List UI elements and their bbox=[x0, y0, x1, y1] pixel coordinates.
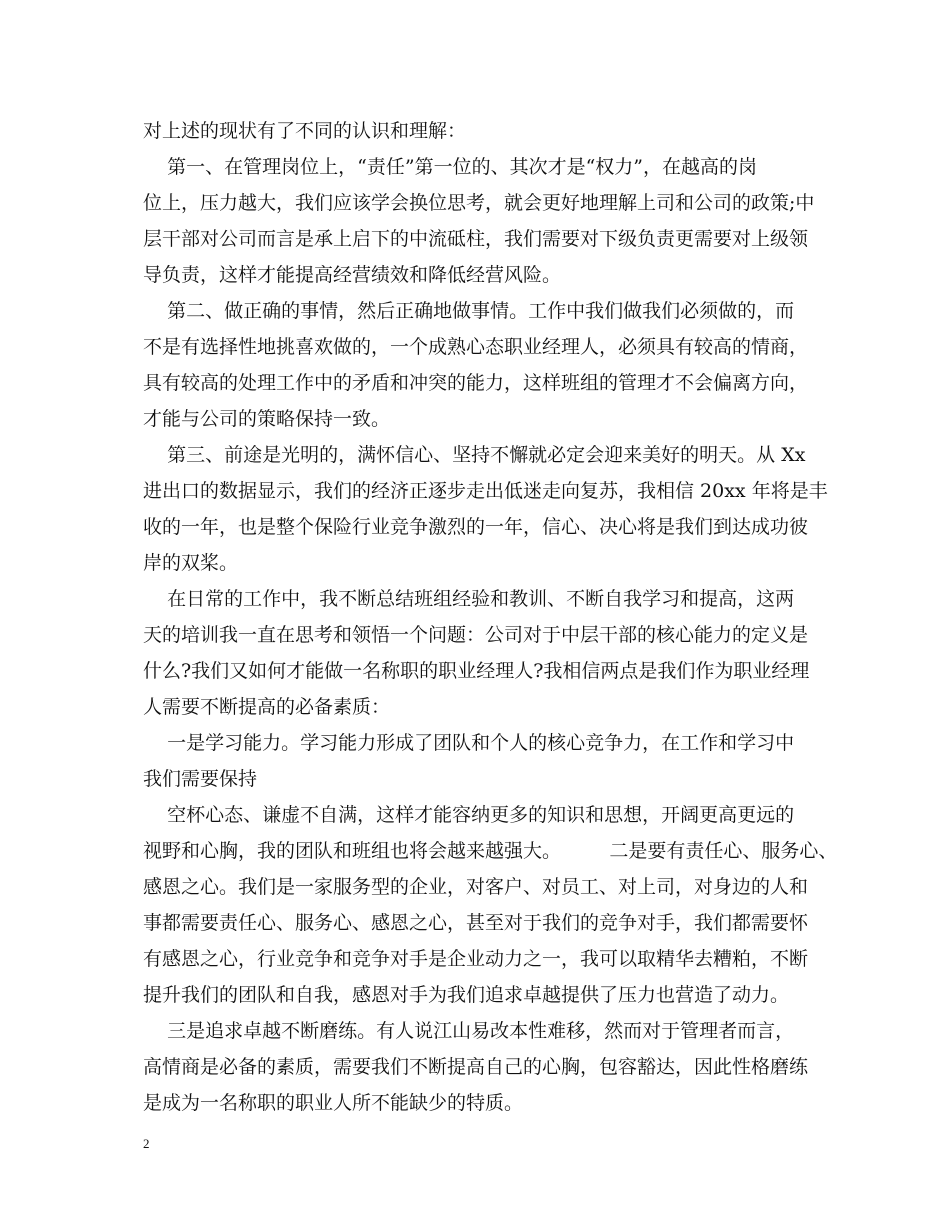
text-line: 才能与公司的策略保持一致。 bbox=[143, 408, 391, 430]
text-line: 一是学习能力。学习能力形成了团队和个人的核心竞争力，在工作和学习中 bbox=[143, 732, 795, 754]
text-line: 第二、做正确的事情，然后正确地做事情。工作中我们做我们必须做的，而 bbox=[143, 300, 795, 322]
text-line: 对上述的现状有了不同的认识和理解： bbox=[143, 120, 467, 142]
text-line: 在日常的工作中，我不断总结班组经验和教训、不断自我学习和提高，这两 bbox=[143, 588, 795, 610]
text-line: 视野和心胸，我的团队和班组也将会越来越强大。 二是要有责任心、服务心、 bbox=[143, 840, 838, 862]
text-line: 岸的双桨。 bbox=[143, 552, 239, 574]
text-line: 三是追求卓越不断磨练。有人说江山易改本性难移，然而对于管理者而言， bbox=[143, 1020, 795, 1042]
text-line: 提升我们的团队和自我，感恩对手为我们追求卓越提供了压力也营造了动力。 bbox=[143, 984, 790, 1006]
text-line: 有感恩之心，行业竞争和竞争对手是企业动力之一，我可以取精华去糟粕，不断 bbox=[143, 948, 809, 970]
text-line: 什么?我们又如何才能做一名称职的职业经理人?我相信两点是我们作为职业经理 bbox=[143, 660, 810, 682]
text-line: 进出口的数据显示，我们的经济正逐步走出低迷走向复苏，我相信 20xx 年将是丰 bbox=[143, 480, 828, 502]
text-line: 是成为一名称职的职业人所不能缺少的特质。 bbox=[143, 1092, 524, 1114]
text-line: 人需要不断提高的必备素质： bbox=[143, 696, 391, 718]
text-line: 我们需要保持 bbox=[143, 768, 258, 790]
text-line: 第三、前途是光明的，满怀信心、坚持不懈就必定会迎来美好的明天。从 Xx bbox=[143, 444, 806, 466]
page-number: 2 bbox=[143, 1136, 150, 1151]
text-line: 位上，压力越大，我们应该学会换位思考，就会更好地理解上司和公司的政策;中 bbox=[143, 192, 815, 214]
text-line: 不是有选择性地挑喜欢做的，一个成熟心态职业经理人，必须具有较高的情商， bbox=[143, 336, 809, 358]
text-line: 层干部对公司而言是承上启下的中流砥柱，我们需要对下级负责更需要对上级领 bbox=[143, 228, 809, 250]
text-line: 高情商是必备的素质，需要我们不断提高自己的心胸，包容豁达，因此性格磨练 bbox=[143, 1056, 809, 1078]
text-line: 导负责，这样才能提高经营绩效和降低经营风险。 bbox=[143, 264, 562, 286]
text-line: 感恩之心。我们是一家服务型的企业，对客户、对员工、对上司，对身边的人和 bbox=[143, 876, 809, 898]
text-line: 空杯心态、谦虚不自满，这样才能容纳更多的知识和思想，开阔更高更远的 bbox=[143, 804, 795, 826]
text-line: 事都需要责任心、服务心、感恩之心，甚至对于我们的竞争对手，我们都需要怀 bbox=[143, 912, 809, 934]
text-line: 天的培训我一直在思考和领悟一个问题：公司对于中层干部的核心能力的定义是 bbox=[143, 624, 809, 646]
text-line: 第一、在管理岗位上，“责任”第一位的、其次才是“权力”，在越高的岗 bbox=[143, 156, 758, 178]
body-text bbox=[143, 113, 838, 1121]
text-line: 收的一年，也是整个保险行业竞争激烈的一年，信心、决心将是我们到达成功彼 bbox=[143, 516, 809, 538]
text-line: 具有较高的处理工作中的矛盾和冲突的能力，这样班组的管理才不会偏离方向， bbox=[143, 372, 809, 394]
